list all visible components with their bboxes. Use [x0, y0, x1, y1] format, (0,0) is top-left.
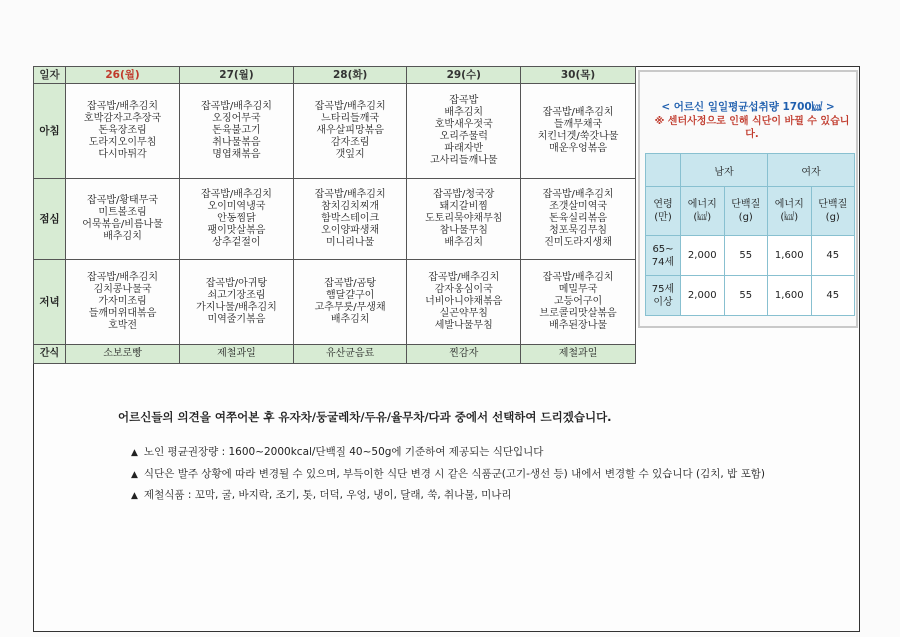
dish: 고사리들깨나물 [429, 155, 498, 166]
dish: 돈육불고기 [212, 125, 261, 136]
dish: 호박감자고추장국 [83, 113, 162, 124]
male-header: 남자 [681, 154, 768, 187]
dish: 쇠고기장조림 [207, 290, 266, 301]
dish: 잡곡밥/아귀탕 [205, 278, 268, 289]
menu-cell [407, 260, 521, 345]
dish: 다시마튀각 [98, 149, 147, 160]
menu-cell [293, 179, 406, 260]
dish: 미역줄기볶음 [207, 314, 266, 325]
dish: 호박전 [108, 320, 138, 331]
dish: 팽이맛살볶음 [207, 225, 266, 236]
female-header: 여자 [768, 154, 855, 187]
dish: 상추겉절이 [212, 237, 261, 248]
energy-header: 에너지 (㎉) [768, 187, 812, 236]
dish: 잡곡밥/배추김치 [428, 272, 500, 283]
day-header: 30(목) [521, 67, 636, 84]
dish: 치킨너겟/쑥갓나물 [537, 131, 619, 142]
dish: 오이양파생채 [321, 225, 380, 236]
dish: 미트볼조림 [98, 207, 147, 218]
nutrition-header-row [646, 154, 855, 187]
menu-cell [180, 84, 294, 179]
dish: 돈육실리볶음 [549, 213, 608, 224]
meal-label: 아침 [34, 84, 66, 179]
lunch-row [34, 179, 636, 260]
dish: 감자조림 [330, 137, 370, 148]
dish: 느타리들깨국 [321, 113, 380, 124]
menu-cell [66, 260, 180, 345]
dish: 돼지갈비찜 [439, 201, 488, 212]
note-line [131, 466, 765, 481]
dish: 잡곡밥/배추김치 [87, 272, 159, 283]
energy-header: 에너지 (㎉) [681, 187, 725, 236]
dish: 오징어무국 [212, 113, 261, 124]
dish: 배추김치 [330, 314, 370, 325]
dish: 세발나물무침 [434, 320, 493, 331]
dish: 안동찜닭 [217, 213, 256, 224]
date-column-label: 일자 [34, 67, 66, 84]
weekly-menu-table [33, 66, 636, 364]
dish: 잡곡밥/곰탕 [324, 278, 376, 289]
note-line [131, 444, 543, 459]
dish: 잡곡밥/배추김치 [542, 189, 614, 200]
menu-cell [180, 260, 294, 345]
nutrition-subheader-row [646, 187, 855, 236]
menu-cell [407, 179, 521, 260]
meal-label: 점심 [34, 179, 66, 260]
dish: 새우살피망볶음 [316, 125, 384, 136]
dish: 실곤약무침 [439, 308, 488, 319]
dish: 함박스테이크 [321, 213, 380, 224]
snack-cell: 찐감자 [407, 345, 521, 364]
snack-cell: 제철과일 [521, 345, 636, 364]
dish: 배추김치 [444, 107, 484, 118]
dish: 잡곡밥/배추김치 [314, 101, 386, 112]
female-protein: 45 [811, 276, 855, 316]
note-line [131, 487, 512, 502]
dish: 조갯살미역국 [549, 201, 608, 212]
dish: 가지나물/배추김치 [196, 302, 277, 313]
snack-row [34, 345, 636, 364]
dish: 잡곡밥/배추김치 [200, 101, 272, 112]
dish: 명엽채볶음 [212, 149, 261, 160]
female-energy: 1,600 [768, 236, 812, 276]
nutrition-title: < 어르신 일일평균섭취량 1700㎉ > [661, 101, 835, 113]
menu-cell [293, 84, 406, 179]
protein-header: 단백질 (g) [724, 187, 768, 236]
snack-cell: 유산균음료 [293, 345, 406, 364]
age-header: 연령 (만) [646, 187, 681, 236]
menu-cell [66, 84, 180, 179]
menu-cell [66, 179, 180, 260]
dish: 호박새우젓국 [434, 119, 493, 130]
days-header-row [34, 67, 636, 84]
note-text: 식단은 발주 상황에 따라 변경될 수 있으며, 부득이한 식단 변경 시 같은 식품군(고기-생선 등) 내에서 변경할 수 있습니다 (김치, 밥 포함) [143, 468, 765, 480]
triangle-icon: ▲ [131, 470, 138, 480]
triangle-icon: ▲ [131, 448, 138, 458]
dish: 메밀무국 [558, 284, 598, 295]
breakfast-row [34, 84, 636, 179]
note-text: 제철식품 : 꼬막, 굴, 바지락, 조기, 톳, 더덕, 우엉, 냉이, 달래, 쑥, 취나물, 미나리 [143, 489, 512, 501]
dish: 감자옹심이국 [434, 284, 493, 295]
dish: 참나물무침 [439, 225, 488, 236]
day-header: 26(월) [66, 67, 180, 84]
dish: 어묵볶음/비름나물 [82, 219, 163, 230]
dish: 김치콩나물국 [93, 284, 152, 295]
beverage-guide-text: 어르신들의 의견을 여쭈어본 후 유자차/둥굴레차/두유/율무차/다과 중에서 선택하여 드리겠습니다. [118, 410, 612, 424]
menu-cell [407, 84, 521, 179]
day-header: 29(수) [407, 67, 521, 84]
nutrition-corner [646, 154, 681, 187]
meal-label: 간식 [34, 345, 66, 364]
dish: 진미도라지생채 [544, 237, 612, 248]
dinner-row [34, 260, 636, 345]
dish: 잡곡밥/청국장 [433, 189, 495, 200]
snack-cell: 소보로빵 [66, 345, 180, 364]
dish: 돈육장조림 [98, 125, 147, 136]
dish: 잡곡밥/배추김치 [200, 189, 272, 200]
male-protein: 55 [724, 276, 768, 316]
snack-cell: 제철과일 [180, 345, 294, 364]
dish: 갯잎지 [335, 149, 365, 160]
dish: 잡곡밥/배추김치 [542, 107, 614, 118]
dish: 브로콜리맛살볶음 [539, 308, 617, 319]
male-energy: 2,000 [681, 236, 725, 276]
dish: 참치김치찌개 [321, 201, 380, 212]
nutrition-table [645, 153, 855, 316]
dish: 도라지오이무침 [88, 137, 157, 148]
menu-change-notice: ※ 센터사정으로 인해 식단이 바뀔 수 있습니다. [654, 116, 850, 140]
dish: 잡곡밥/황태무국 [87, 195, 159, 206]
dish: 도토리묵야채무침 [425, 213, 503, 224]
dish: 오이미역냉국 [207, 201, 266, 212]
male-protein: 55 [724, 236, 768, 276]
nutrition-row [646, 276, 855, 316]
menu-cell [293, 260, 406, 345]
age-group: 65~ 74세 [646, 236, 681, 276]
dish: 배추김치 [103, 231, 142, 242]
dish: 들깨머위대볶음 [88, 308, 157, 319]
male-energy: 2,000 [681, 276, 725, 316]
dish: 취나물볶음 [212, 137, 261, 148]
dish: 잡곡밥/배추김치 [87, 101, 159, 112]
dish: 햄달걀구이 [325, 290, 375, 301]
menu-cell [521, 179, 636, 260]
nutrition-row [646, 236, 855, 276]
menu-cell [180, 179, 294, 260]
menu-cell [521, 260, 636, 345]
dish: 파래자반 [444, 143, 484, 154]
dish: 잡곡밥/배추김치 [542, 272, 614, 283]
triangle-icon: ▲ [131, 491, 138, 501]
dish: 너비아니야채볶음 [425, 296, 503, 307]
note-text: 노인 평균권장량 : 1600~2000kcal/단백질 40~50g에 기준하여 제공되는 식단입니다 [143, 446, 544, 458]
dish: 들깨무채국 [553, 119, 603, 130]
female-protein: 45 [811, 236, 855, 276]
age-group: 75세 이상 [646, 276, 681, 316]
dish: 청포묵김무침 [549, 225, 608, 236]
dish: 잡곡밥/배추김치 [314, 189, 386, 200]
meal-label: 저녁 [34, 260, 66, 345]
dish: 미니리나물 [325, 237, 375, 248]
dish: 오리주물럭 [439, 131, 488, 142]
female-energy: 1,600 [768, 276, 812, 316]
dish: 가자미조림 [98, 296, 147, 307]
dish: 매운우엉볶음 [549, 143, 608, 154]
dish: 고등어구이 [553, 296, 603, 307]
dish: 고추무릇/무생채 [314, 302, 386, 313]
day-header: 28(화) [293, 67, 406, 84]
day-header: 27(월) [180, 67, 294, 84]
dish: 배추김치 [444, 237, 484, 248]
protein-header: 단백질 (g) [811, 187, 855, 236]
menu-cell [521, 84, 636, 179]
dish: 잡곡밥 [449, 95, 479, 106]
dish: 배추된장나물 [549, 320, 608, 331]
